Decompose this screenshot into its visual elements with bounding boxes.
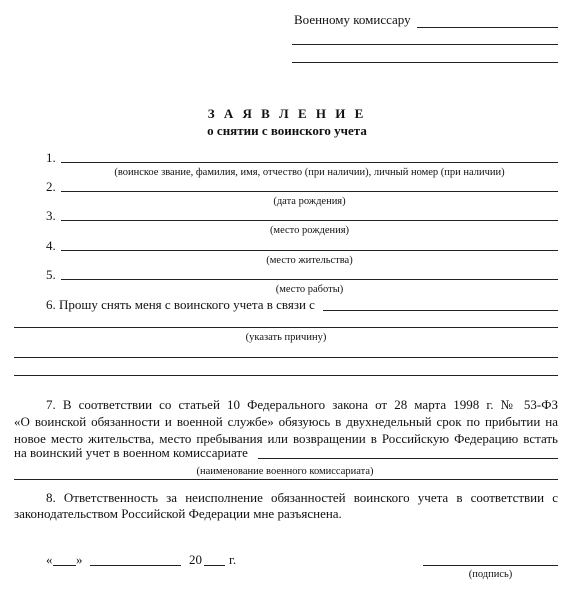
- item-6-reason-line-4[interactable]: [14, 375, 558, 376]
- item-7-line-1: 7. В соответствии со статьей 10 Федерального закона от 28 марта 1998 г. № 53-ФЗ: [46, 397, 558, 412]
- field-1-caption: (воинское звание, фамилия, имя, отчество (при наличии), личный номер (при наличии): [114, 167, 505, 178]
- addressee-line-1[interactable]: [417, 27, 558, 28]
- item-8-line-1: 8. Ответственность за неисполнение обязанностей воинского учета в соответствии с: [46, 490, 558, 505]
- field-4-number: 4.: [46, 238, 56, 253]
- document-subtitle: о снятии с воинского учета: [207, 123, 367, 138]
- field-5-number: 5.: [46, 267, 56, 282]
- field-2-number: 2.: [46, 179, 56, 194]
- field-3-number: 3.: [46, 208, 56, 223]
- date-year-line[interactable]: [204, 565, 225, 566]
- field-2-caption: (дата рождения): [273, 196, 346, 207]
- item-7-commissariat-line-1[interactable]: [258, 458, 558, 459]
- item-7-commissariat-line-2[interactable]: [14, 479, 558, 480]
- item-6-reason-line-1[interactable]: [323, 310, 558, 311]
- item-7-line-4: на воинский учет в военном комиссариате: [14, 445, 248, 460]
- addressee-line-3[interactable]: [292, 62, 558, 63]
- date-year-prefix: 20: [189, 552, 202, 567]
- field-1-line[interactable]: [61, 162, 558, 163]
- item-8-line-2: законодательством Российской Федерации мне разъяснена.: [14, 506, 342, 521]
- field-5-line[interactable]: [61, 279, 558, 280]
- item-7-line-2: «О воинской обязанности и военной службе» обязуюсь в двухнедельный срок по прибытии на: [14, 414, 558, 429]
- item-6-text: 6. Прошу снять меня с воинского учета в связи с: [46, 297, 315, 312]
- item-6-reason-line-2[interactable]: [14, 327, 558, 328]
- field-5-caption: (место работы): [275, 284, 344, 295]
- field-2-line[interactable]: [61, 191, 558, 192]
- field-4-caption: (место жительства): [266, 255, 353, 266]
- field-3-line[interactable]: [61, 220, 558, 221]
- document-title: З А Я В Л Е Н И Е: [207, 106, 367, 121]
- date-quote-open: «: [46, 552, 53, 567]
- signature-line[interactable]: [423, 565, 558, 566]
- date-year-suffix: г.: [229, 552, 237, 567]
- item-6-caption: (указать причину): [245, 332, 327, 343]
- signature-caption: (подпись): [468, 569, 513, 580]
- addressee-label: Военному комиссару: [294, 12, 411, 27]
- date-day-line[interactable]: [53, 565, 76, 566]
- field-4-line[interactable]: [61, 250, 558, 251]
- field-1-number: 1.: [46, 150, 56, 165]
- item-7-caption: (наименование военного комиссариата): [196, 466, 374, 477]
- date-month-line[interactable]: [90, 565, 181, 566]
- item-6-reason-line-3[interactable]: [14, 357, 558, 358]
- field-3-caption: (место рождения): [269, 225, 350, 236]
- item-7-line-3: новое место жительства, место пребывания или возвращении в Российскую Федерацию встать: [14, 431, 558, 446]
- addressee-line-2[interactable]: [292, 44, 558, 45]
- date-quote-close: »: [76, 552, 83, 567]
